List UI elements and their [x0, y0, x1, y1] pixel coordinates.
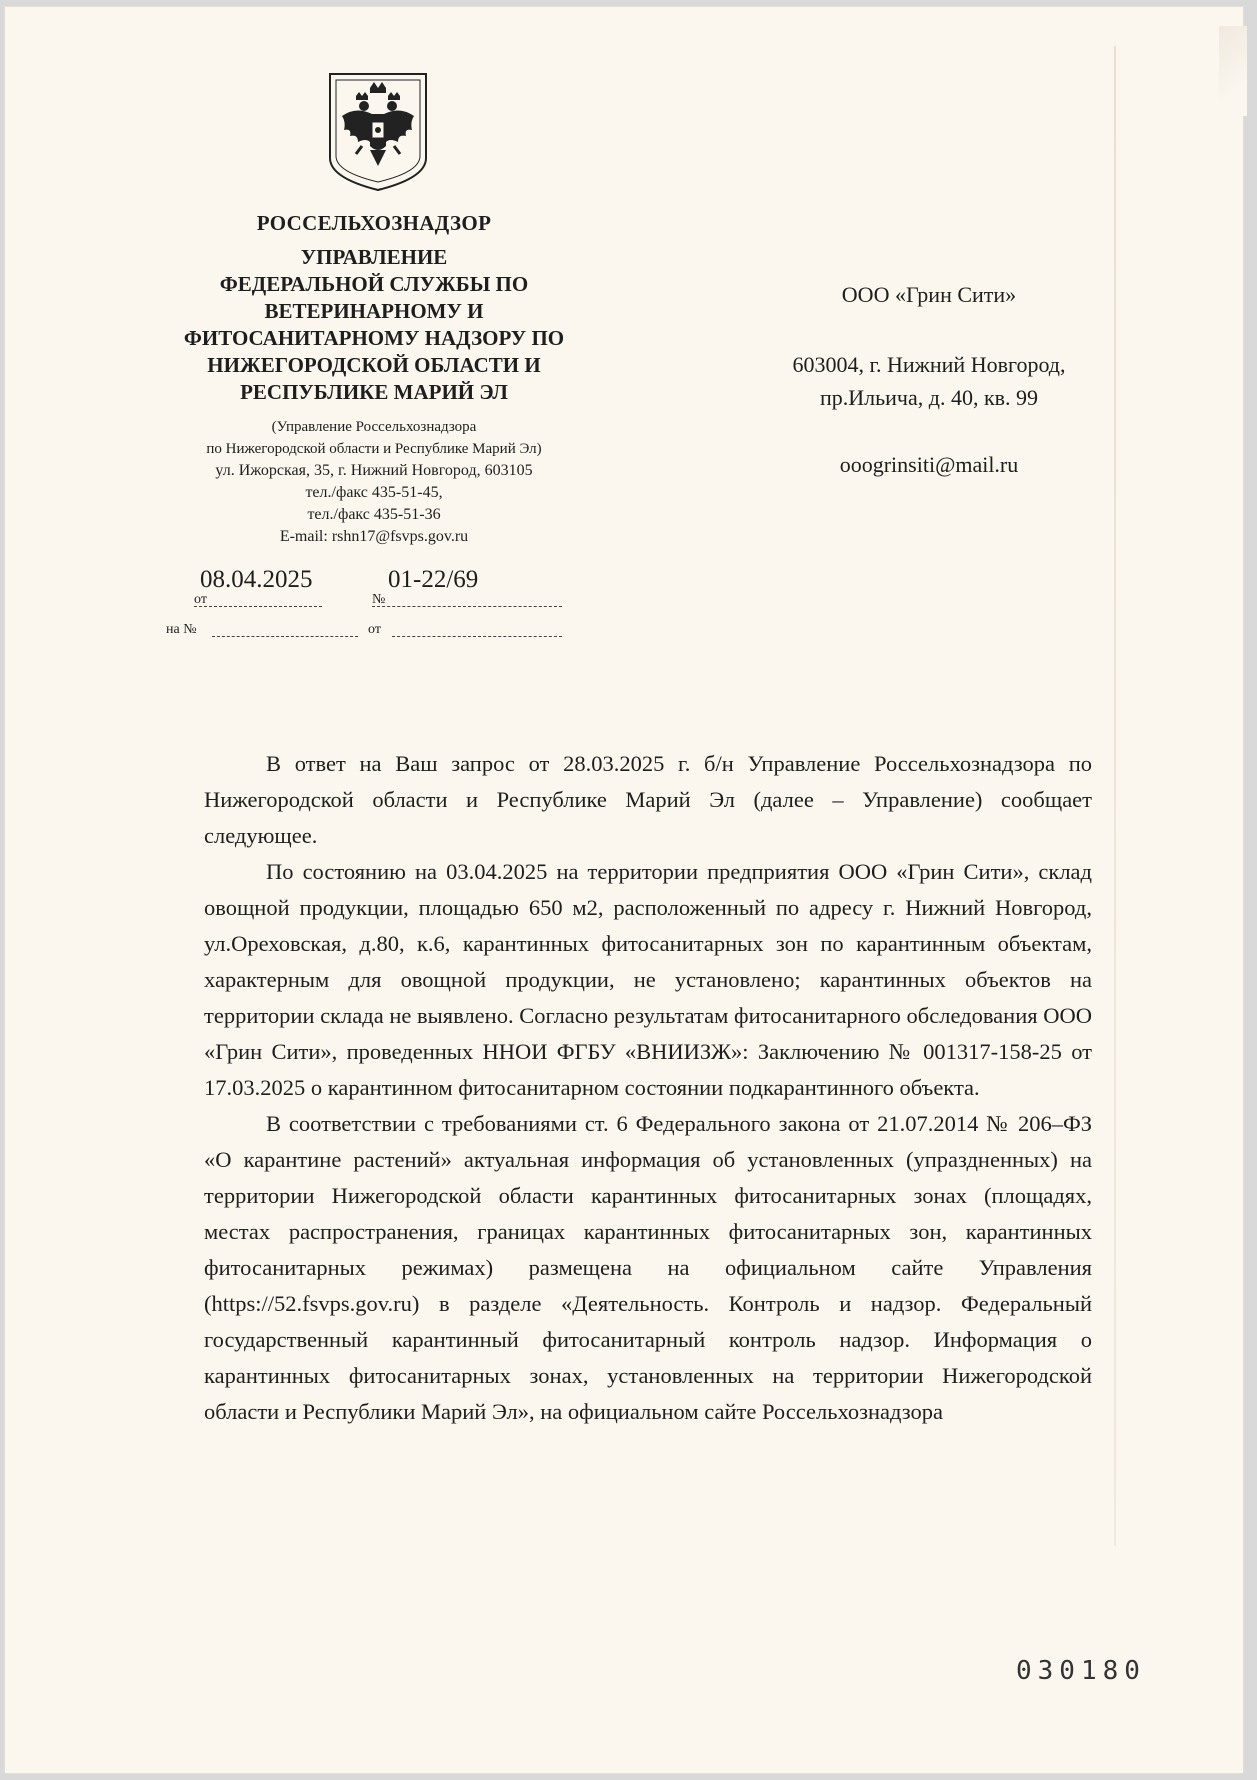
- registration-block: [166, 566, 566, 646]
- recipient-address-2: пр.Ильича, д. 40, кв. 99: [819, 385, 1039, 410]
- dept-line: УПРАВЛЕНИЕ: [300, 245, 448, 269]
- letter-body: [204, 746, 1092, 1430]
- page-fold-line: [1114, 46, 1116, 1546]
- date-line: [194, 606, 322, 607]
- letterhead-phone-1: тел./факс 435-51-45,: [305, 484, 443, 501]
- coat-of-arms-emblem: [326, 70, 430, 192]
- dept-line: ФИТОСАНИТАРНОМУ НАДЗОРУ ПО: [183, 326, 565, 350]
- dept-line: ВЕТЕРИНАРНОМУ И: [264, 299, 484, 323]
- reference-line: [212, 636, 358, 637]
- recipient-email: ooogrinsiti@mail.ru: [839, 452, 1019, 477]
- document-page: [4, 6, 1244, 1774]
- letterhead-contacts: [154, 416, 594, 548]
- letterhead-phone-2: тел./факс 435-51-36: [307, 506, 441, 523]
- letterhead-org-name: РОССЕЛЬХОЗНАДЗОР: [256, 211, 492, 235]
- letterhead-address: ул. Ижорская, 35, г. Нижний Новгород, 603105: [215, 462, 533, 479]
- reference-date-label: от: [368, 622, 381, 637]
- stamp-number: 030180: [1016, 1656, 1146, 1686]
- body-paragraph-3: В соответствии с требованиями ст. 6 Федерального закона от 21.07.2014 № 206–ФЗ «О карантине растений» актуальная информация об установленных (упраздненных) на территории Нижегородской области карантинных фитосанитарных зонах (площадях, местах распространения, границах карантинных фитосанитарных зон, карантинных фитосанитарных режимах) размещена на официальном сайте Управления (https://52.fsvps.gov.ru) в разделе «Деятельность. Контроль и надзор. Федеральный государственный карантинный фитосанитарный контроль надзор. Информация о карантинных фитосанитарных зонах, установленных на территории Нижегородской области и Республики Марий Эл», на официальном сайте Россельхознадзора: [204, 1111, 1092, 1424]
- reference-label: на №: [166, 622, 197, 637]
- letterhead-department: [154, 244, 594, 406]
- dept-line: НИЖЕГОРОДСКОЙ ОБЛАСТИ И: [207, 353, 541, 377]
- letterhead-email: E-mail: rshn17@fsvps.gov.ru: [279, 528, 469, 545]
- number-line: [372, 606, 562, 607]
- reference-date-line: [392, 636, 562, 637]
- dept-line: ФЕДЕРАЛЬНОЙ СЛУЖБЫ ПО: [219, 272, 529, 296]
- number-label: №: [372, 592, 386, 607]
- letter-date: 08.04.2025: [200, 566, 313, 593]
- dept-line: РЕСПУБЛИКЕ МАРИЙ ЭЛ: [240, 380, 508, 404]
- recipient-address-1: 603004, г. Нижний Новгород,: [792, 352, 1066, 377]
- short-name-line-2: по Нижегородской области и Республике Марий Эл): [206, 441, 542, 457]
- letter-number: 01-22/69: [388, 566, 479, 593]
- body-paragraph-2: По состоянию на 03.04.2025 на территории предприятия ООО «Грин Сити», склад овощной продукции, площадью 650 м2, расположенный по адресу г. Нижний Новгород, ул.Ореховская, д.80, к.6, карантинных фитосанитарных зон по карантинным объектам, характерным для овощной продукции, не установлено; карантинных объектов на территории склада не выявлено. Согласно результатам фитосанитарного обследования ООО «Грин Сити», проведенных ННОИ ФГБУ «ВНИИЗЖ»: Заключению № 001317-158-25 от 17.03.2025 о карантинном фитосанитарном состоянии подкарантинного объекта.: [204, 859, 1092, 1100]
- body-paragraph-1: В ответ на Ваш запрос от 28.03.2025 г. б/н Управление Россельхознадзора по Нижегородской области и Республике Марий Эл (далее – Управление) сообщает следующее.: [204, 751, 1092, 848]
- page-corner: [1219, 26, 1247, 116]
- short-name-line-1: (Управление Россельхознадзора: [271, 419, 477, 435]
- date-label: от: [194, 592, 207, 607]
- recipient-name: ООО «Грин Сити»: [841, 282, 1017, 307]
